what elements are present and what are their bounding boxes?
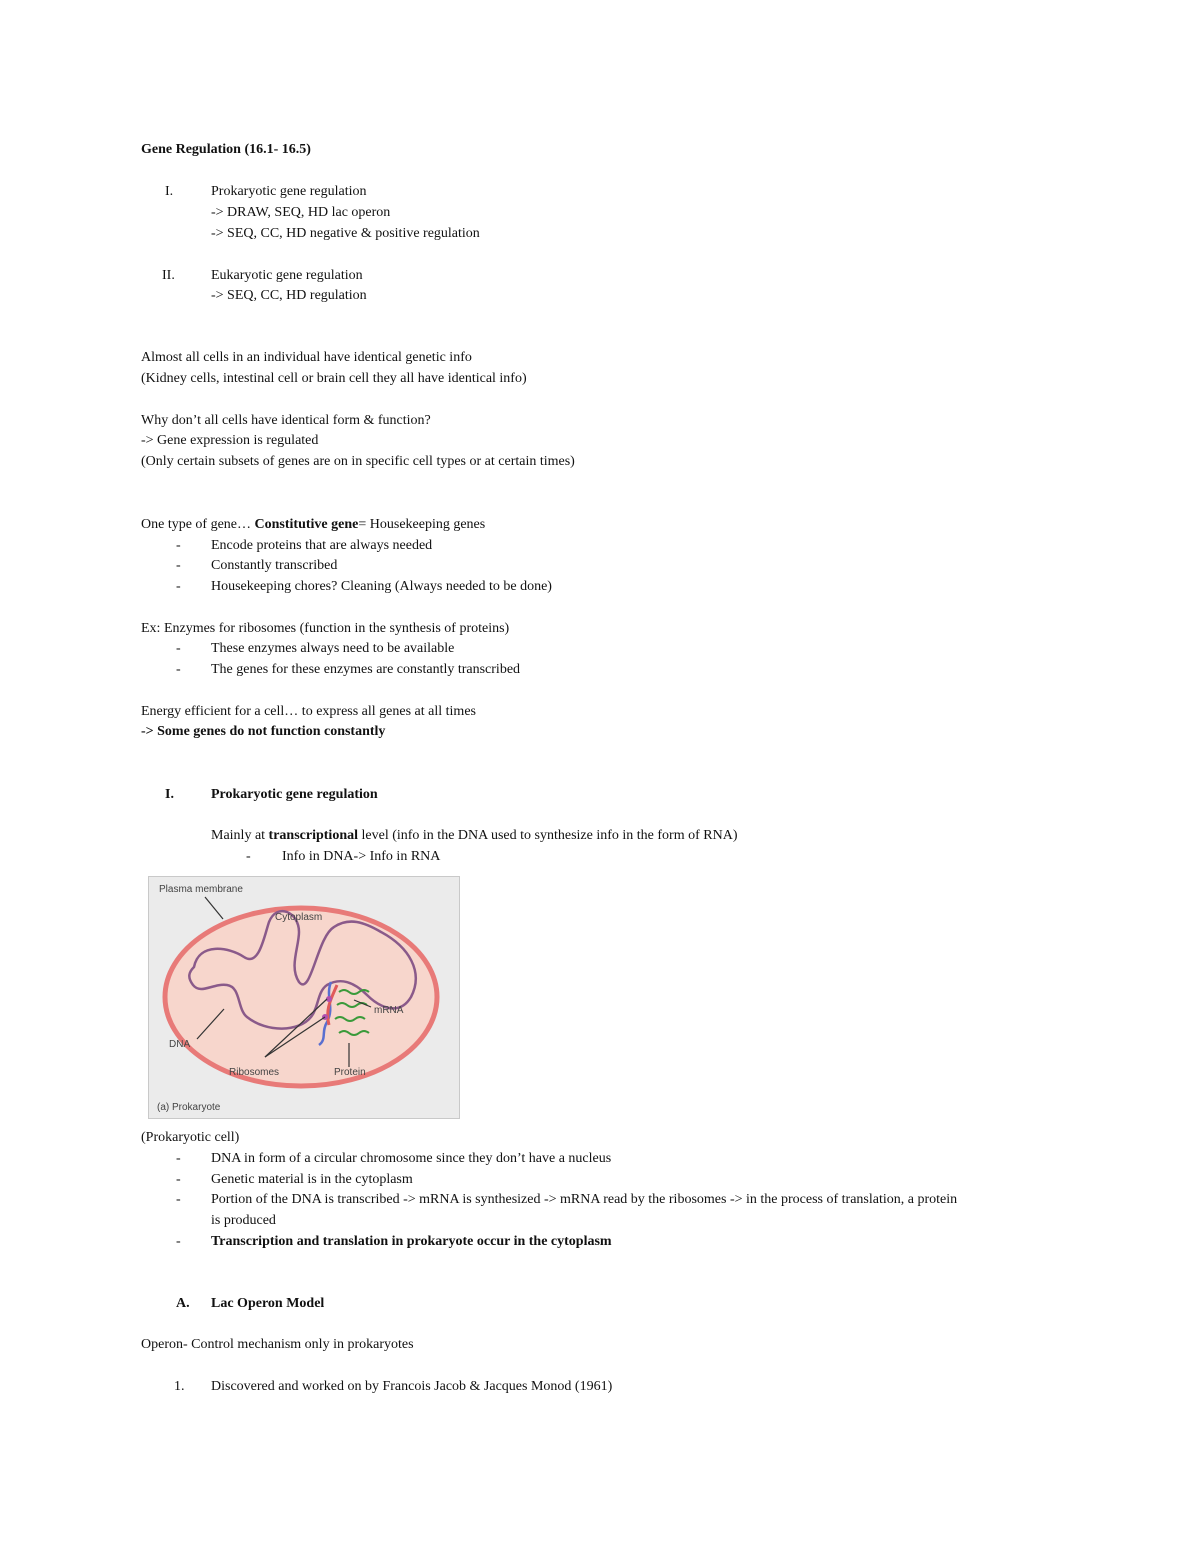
outline-line: -> SEQ, CC, HD regulation bbox=[211, 288, 367, 303]
list-num: 1. bbox=[174, 1379, 185, 1394]
ribosomes-label: Ribosomes bbox=[229, 1067, 280, 1078]
dna-label: DNA bbox=[169, 1039, 191, 1050]
outline-line: -> SEQ, CC, HD negative & positive regulation bbox=[211, 226, 480, 241]
section-num: A. bbox=[176, 1296, 190, 1311]
paragraph-line: Almost all cells in an individual have identical genetic info bbox=[141, 350, 472, 365]
bullet-item: Portion of the DNA is transcribed -> mRNA is synthesized -> mRNA read by the ribosomes -> in the process of translation, a protein bbox=[211, 1192, 958, 1207]
bullet-item: Genetic material is in the cytoplasm bbox=[211, 1172, 413, 1187]
paragraph-line: (Only certain subsets of genes are on in specific cell types or at certain times) bbox=[141, 454, 575, 469]
page-title: Gene Regulation (16.1- 16.5) bbox=[141, 142, 311, 157]
operon-line: Operon- Control mechanism only in prokaryotes bbox=[141, 1337, 414, 1352]
prokaryote-cell-figure bbox=[148, 876, 460, 1119]
outline-line: -> DRAW, SEQ, HD lac operon bbox=[211, 205, 391, 220]
paragraph-line: Why don’t all cells have identical form & function? bbox=[141, 413, 431, 428]
bullet-item: Info in DNA-> Info in RNA bbox=[282, 849, 441, 864]
paragraph-line: -> Gene expression is regulated bbox=[141, 433, 319, 448]
outline-head-2: Eukaryotic gene regulation bbox=[211, 268, 363, 283]
section-num: I. bbox=[165, 787, 174, 802]
cell-caption: (Prokaryotic cell) bbox=[141, 1130, 240, 1145]
outline-num-2: II. bbox=[162, 268, 175, 283]
example-line: Ex: Enzymes for ribosomes (function in the synthesis of proteins) bbox=[141, 621, 510, 636]
gene-type-line: One type of gene… Constitutive gene= Housekeeping genes bbox=[141, 517, 486, 532]
bullet-item: These enzymes always need to be available bbox=[211, 641, 455, 656]
protein-label: Protein bbox=[334, 1067, 366, 1078]
energy-bold-line: -> Some genes do not function constantly bbox=[141, 724, 386, 739]
plasma-membrane-label: Plasma membrane bbox=[159, 884, 243, 895]
bullet-item-bold: Transcription and translation in prokaryote occur in the cytoplasm bbox=[211, 1234, 612, 1249]
bullet-dash: - bbox=[176, 1172, 181, 1187]
bullet-item: DNA in form of a circular chromosome since they don’t have a nucleus bbox=[211, 1151, 612, 1166]
section-title: Prokaryotic gene regulation bbox=[211, 787, 378, 802]
energy-line: Energy efficient for a cell… to express all genes at all times bbox=[141, 704, 476, 719]
cytoplasm-label: Cytoplasm bbox=[275, 912, 323, 923]
bullet-dash: - bbox=[176, 579, 181, 594]
mrna-label: mRNA bbox=[374, 1005, 404, 1016]
section-title: Lac Operon Model bbox=[211, 1296, 325, 1311]
outline-head-1: Prokaryotic gene regulation bbox=[211, 184, 367, 199]
mainly-line: Mainly at transcriptional level (info in the DNA used to synthesize info in the form of RNA) bbox=[211, 828, 738, 843]
list-item: Discovered and worked on by Francois Jacob & Jacques Monod (1961) bbox=[211, 1379, 613, 1394]
bullet-item: Constantly transcribed bbox=[211, 558, 338, 573]
bullet-dash: - bbox=[176, 1192, 181, 1207]
bullet-dash: - bbox=[176, 1234, 181, 1249]
figure-caption: (a) Prokaryote bbox=[157, 1102, 221, 1113]
bullet-dash: - bbox=[246, 849, 251, 864]
bullet-dash: - bbox=[176, 641, 181, 656]
outline-num-1: I. bbox=[165, 184, 174, 199]
plasma-membrane-shape bbox=[165, 908, 437, 1086]
bullet-item: Encode proteins that are always needed bbox=[211, 538, 433, 553]
bullet-dash: - bbox=[176, 662, 181, 677]
bullet-dash: - bbox=[176, 538, 181, 553]
bullet-dash: - bbox=[176, 558, 181, 573]
bullet-item-continued: is produced bbox=[211, 1213, 276, 1228]
bullet-dash: - bbox=[176, 1151, 181, 1166]
paragraph-line: (Kidney cells, intestinal cell or brain cell they all have identical info) bbox=[141, 371, 527, 386]
bullet-item: Housekeeping chores? Cleaning (Always needed to be done) bbox=[211, 579, 552, 594]
bullet-item: The genes for these enzymes are constantly transcribed bbox=[211, 662, 521, 677]
